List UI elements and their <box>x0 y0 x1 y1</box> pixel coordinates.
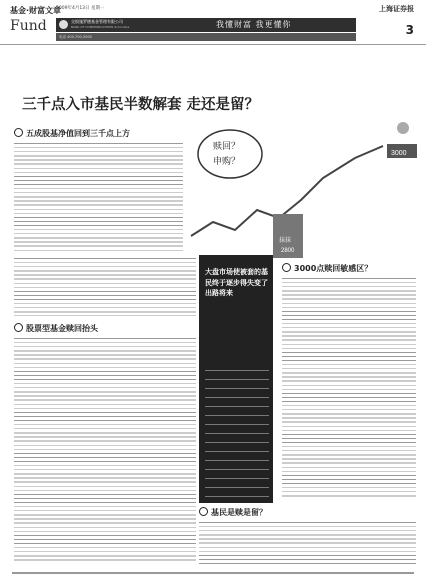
illustration <box>183 118 419 258</box>
subheading-1: 五成股基净值回到三千点上方 <box>14 128 130 139</box>
subheading-4: 基民是赎是留？ <box>199 507 267 518</box>
page-header <box>0 0 426 45</box>
ad-company: 交银施罗德基金管理有限公司 <box>71 19 123 24</box>
newspaper-brand: 上海证券报 <box>379 5 414 13</box>
page-number: 3 <box>405 23 414 37</box>
speech-bubble <box>198 130 262 178</box>
subheading-3: 3000点赎回敏感区？ <box>282 263 372 274</box>
subheading-2: 股票型基金赎回抬头 <box>14 323 98 334</box>
pillar-label: 抹抹 <box>279 238 292 244</box>
pull-quote-text: 大盘市场使被套的基民终于逐步得失变了出路将来 <box>205 268 268 297</box>
fund-logo-icon <box>59 20 68 29</box>
ad-company-en: BANK OF COMMUNICATIONS Schroders <box>71 25 130 29</box>
body-column-1 <box>14 141 196 253</box>
body-column-2 <box>14 256 196 316</box>
helicopter-icon <box>397 122 409 134</box>
bubble-text-2: 申购？ <box>213 156 241 166</box>
sign-value: 3000 <box>391 150 407 157</box>
pull-quote-lines <box>205 367 269 497</box>
ad-banner[interactable] <box>56 18 356 32</box>
ad-slogan: 我懂财富 我更懂你 <box>216 20 292 29</box>
body-column-5 <box>199 520 416 564</box>
page-headline: 三千点入市基民半数解套 走还是留？ <box>22 97 260 113</box>
section-title: 基金·财富文章 <box>10 6 62 15</box>
body-column-4 <box>282 276 416 498</box>
body-column-3 <box>14 336 196 561</box>
dateline: 2009年4月13日 星期一 <box>56 6 105 11</box>
pull-quote-box <box>199 255 273 503</box>
ad-phone-bar: 电话 400-700-5000 <box>56 33 356 41</box>
bubble-text-1: 赎回？ <box>213 141 241 151</box>
section-title-en: Fund <box>10 18 47 34</box>
footer-rule <box>12 572 414 574</box>
pillar-value: 2800 <box>281 248 295 254</box>
